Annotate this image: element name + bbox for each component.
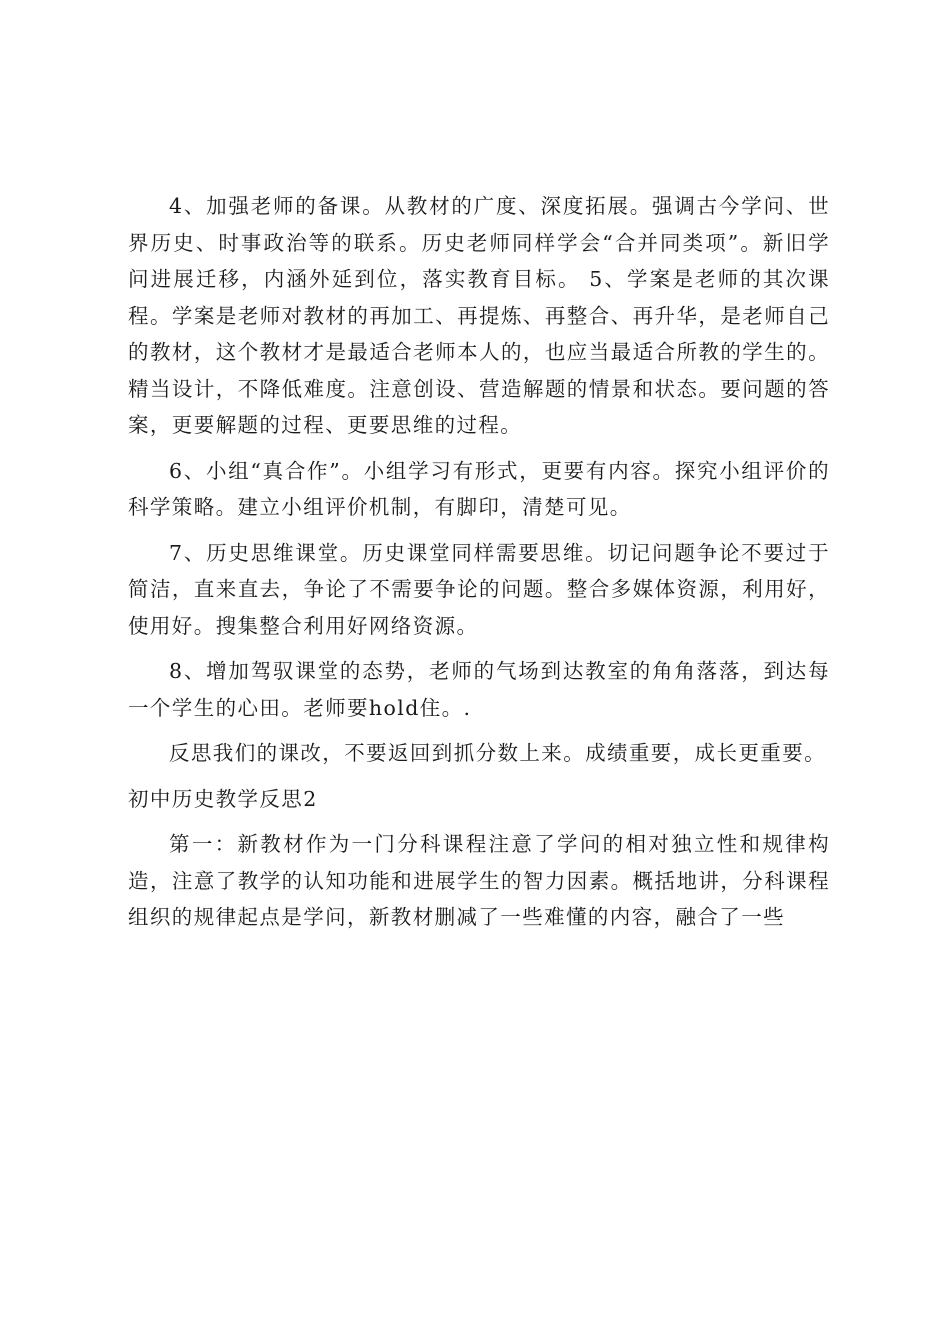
- paragraph-7: 7、历史思维课堂。历史课堂同样需要思维。切记问题争论不要过于简洁，直来直去，争论了不需要争论的问题。整合多媒体资源，利用好，使用好。搜集整合利用好网络资源。: [128, 540, 830, 638]
- paragraph-4-5: 4、加强老师的备课。从教材的广度、深度拓展。强调古今学问、世界历史、时事政治等的联系。历史老师同样学会“合并同类项”。新旧学问进展迁移，内涵外延到位，落实教育目标。 5、学案是老师的其次课程。学案是老师对教材的再加工、再提炼、再整合、再升华，是老师自己的教材，这个教材才是最适合老师本人的，也应当最适合所教的学生的。精当设计，不降低难度。注意创设、营造解题的情景和状态。要问题的答案，更要解题的过程、更要思维的过程。: [128, 194, 830, 437]
- section-heading: 初中历史教学反思2: [128, 786, 318, 811]
- paragraph-reflection: 反思我们的课改，不要返回到抓分数上来。成绩重要，成长更重要。: [169, 741, 826, 765]
- paragraph-8: 8、增加驾驭课堂的态势，老师的气场到达教室的角角落落，到达每一个学生的心田。老师要hold住。.: [128, 659, 830, 720]
- paragraph-6: 6、小组“真合作”。小组学习有形式，更要有内容。探究小组评价的科学策略。建立小组评价机制，有脚印，清楚可见。: [128, 458, 830, 519]
- paragraph-first: 第一：新教材作为一门分科课程注意了学问的相对独立性和规律构造，注意了教学的认知功能和进展学生的智力因素。概括地讲，分科课程组织的规律起点是学问，新教材删减了一些难懂的内容，融合了一些: [128, 832, 830, 929]
- document-body: [128, 188, 830, 945]
